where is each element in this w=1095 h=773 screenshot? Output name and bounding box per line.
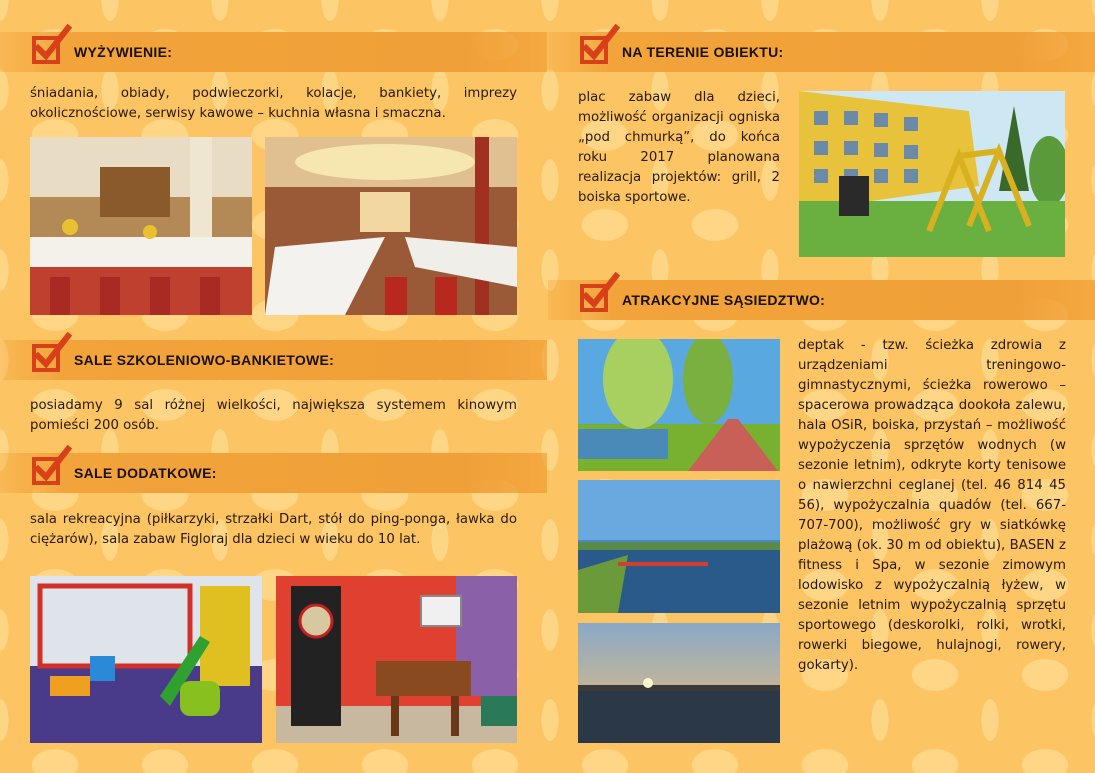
promenade-photo bbox=[578, 339, 780, 471]
reservoir-pier-photo bbox=[578, 480, 780, 613]
section-header-extra bbox=[0, 453, 547, 493]
section-text-halls: posiadamy 9 sal różnej wielkości, największa systemem kinowym pomieści 200 osób. bbox=[30, 398, 517, 433]
section-title-grounds: NA TERENIE OBIEKTU: bbox=[622, 44, 784, 60]
checkmark-box-icon bbox=[28, 332, 72, 376]
section-text-food: śniadania, obiady, podwieczorki, kolacje, bankiety, imprezy okolicznościowe, serwisy kawowe – kuchnia własna i smaczna. bbox=[30, 86, 517, 121]
section-title-extra: SALE DODATKOWE: bbox=[74, 465, 217, 481]
playground-photo bbox=[799, 91, 1065, 257]
checkmark-box-icon bbox=[28, 24, 72, 68]
checkmark-box-icon bbox=[28, 445, 72, 489]
playroom-photo bbox=[30, 576, 262, 743]
section-header-neighbourhood bbox=[548, 280, 1095, 320]
section-text-extra: sala rekreacyjna (piłkarzyki, strzałki Dart, stół do ping-ponga, ławka do ciężarów), sala zabaw Figloraj dla dzieci w wieku do 10 lat. bbox=[30, 512, 517, 547]
section-text-neighbourhood: deptak - tzw. ścieżka zdrowia z urządzeniami treningowo-gimnastycznymi, ścieżka rowerowo – spacerowa prowadząca dookoła zalewu, hala OSiR, boiska, przystań – możliwość wypożyczenia sprzętów wodnych (w sezonie letnim), odkryte korty tenisowe o nawierzchni ceglanej (tel. 46 814 45 56), wypożyczalnia quadów (tel. 667-707-700), możliwość gry w siatkówkę plażową (ok. 30 m od obiektu), BASEN z fitness i Spa, w sezonie zimowym lodowisko z wypożyczalnią łyżew, w sezonie letnim wypożyczalnią sprzętu sportowego (deskorolki, rolki, wrotki, rowerki biegowe, hulajnogi, rowery, gokarty). bbox=[798, 338, 1066, 673]
section-text-grounds: plac zabaw dla dzieci, możliwość organizacji ogniska „pod chmurką”, do końca roku 2017 planowana realizacja projektów: grill, 2 boiska sportowe. bbox=[578, 90, 780, 205]
checkmark-box-icon bbox=[576, 272, 620, 316]
checkmark-box-icon bbox=[576, 24, 620, 68]
section-title-neighbourhood: ATRAKCYJNE SĄSIEDZTWO: bbox=[622, 292, 826, 308]
section-header-food bbox=[0, 32, 547, 72]
sunset-lake-photo bbox=[578, 623, 780, 743]
section-header-grounds bbox=[548, 32, 1095, 72]
banquet-hall-photo-1 bbox=[30, 137, 252, 315]
section-title-halls: SALE SZKOLENIOWO-BANKIETOWE: bbox=[74, 352, 335, 368]
banquet-hall-photo-2 bbox=[265, 137, 517, 315]
game-room-photo bbox=[276, 576, 517, 743]
section-title-food: WYŻYWIENIE: bbox=[74, 44, 173, 60]
section-header-halls bbox=[0, 340, 547, 380]
